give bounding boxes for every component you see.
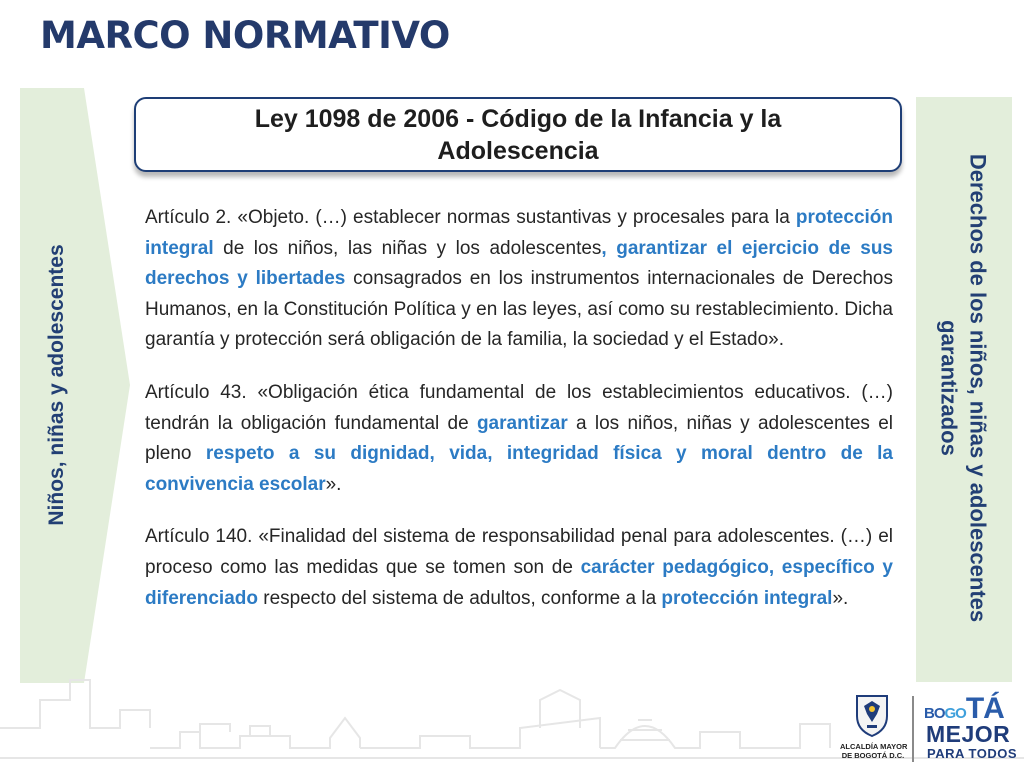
bogota-coat-of-arms-icon (852, 692, 892, 738)
law-title-box (134, 97, 902, 172)
logo-mejor: MEJOR (926, 721, 1011, 747)
law-title: Ley 1098 de 2006 - Código de la Infancia y la Adolescencia (254, 104, 782, 165)
highlighted-text: protección integral (145, 207, 893, 259)
article-text: consagrados en los instrumentos internacionales de Derechos Humanos, en la Constitución Política y en las leyes, así como su restablecimiento. Dicha garantía y protección será obligación de la familia, la sociedad y el Estado». (145, 268, 893, 351)
left-panel-label: Niños, niñas y adolescentes (45, 244, 68, 526)
article-text: ». (832, 587, 849, 609)
logo-para-todos: PARA TODOS (927, 746, 1017, 761)
right-panel-label: Derechos de los niños, niñas y adolescentes garantizados (937, 153, 991, 623)
article-paragraph (145, 378, 893, 500)
footer-logos (840, 690, 1024, 768)
left-chevron-band (20, 88, 130, 683)
page-title: MARCO NORMATIVO (40, 14, 450, 57)
article-text: a los niños, niñas y adolescentes el pleno (145, 412, 893, 465)
article-text: Artículo 43. «Obligación ética fundamental de los establecimientos educativos. (…) tendrán la obligación fundamental de (145, 381, 893, 434)
logo-bo: BO (924, 705, 945, 722)
article-text: de los niños, las niñas y los adolescentes (213, 237, 602, 259)
logo-divider (912, 696, 914, 762)
article-text: Artículo 140. «Finalidad del sistema de responsabilidad penal para adolescentes. (…) el proceso como las medidas que se tomen son de (145, 526, 893, 578)
article-text: ». (325, 473, 342, 495)
logo-ta: TÁ (965, 692, 1004, 725)
article-text: respecto del sistema de adultos, conforme a la (257, 587, 662, 609)
article-text: Artículo 2. «Objeto. (…) establecer normas sustantivas y procesales para la (145, 207, 796, 228)
article-paragraph (145, 522, 893, 614)
alcaldia-line-2: DE BOGOTÁ D.C. (841, 751, 905, 760)
highlighted-text: respeto a su dignidad, vida, integridad física y moral dentro de la convivencia escolar (145, 443, 893, 495)
highlighted-text: garantizar (476, 412, 568, 434)
alcaldia-line-1: ALCALDÍA MAYOR (840, 742, 908, 751)
highlighted-text: carácter pedagógico, específico y diferenciado (145, 556, 893, 609)
highlighted-text: protección integral (661, 587, 833, 609)
highlighted-text: , garantizar el ejercicio de sus derechos y libertades (145, 237, 893, 290)
article-paragraph (145, 203, 893, 356)
articles-content (145, 203, 893, 636)
chevron-shape (20, 88, 130, 683)
logo-go: GO (944, 705, 966, 722)
